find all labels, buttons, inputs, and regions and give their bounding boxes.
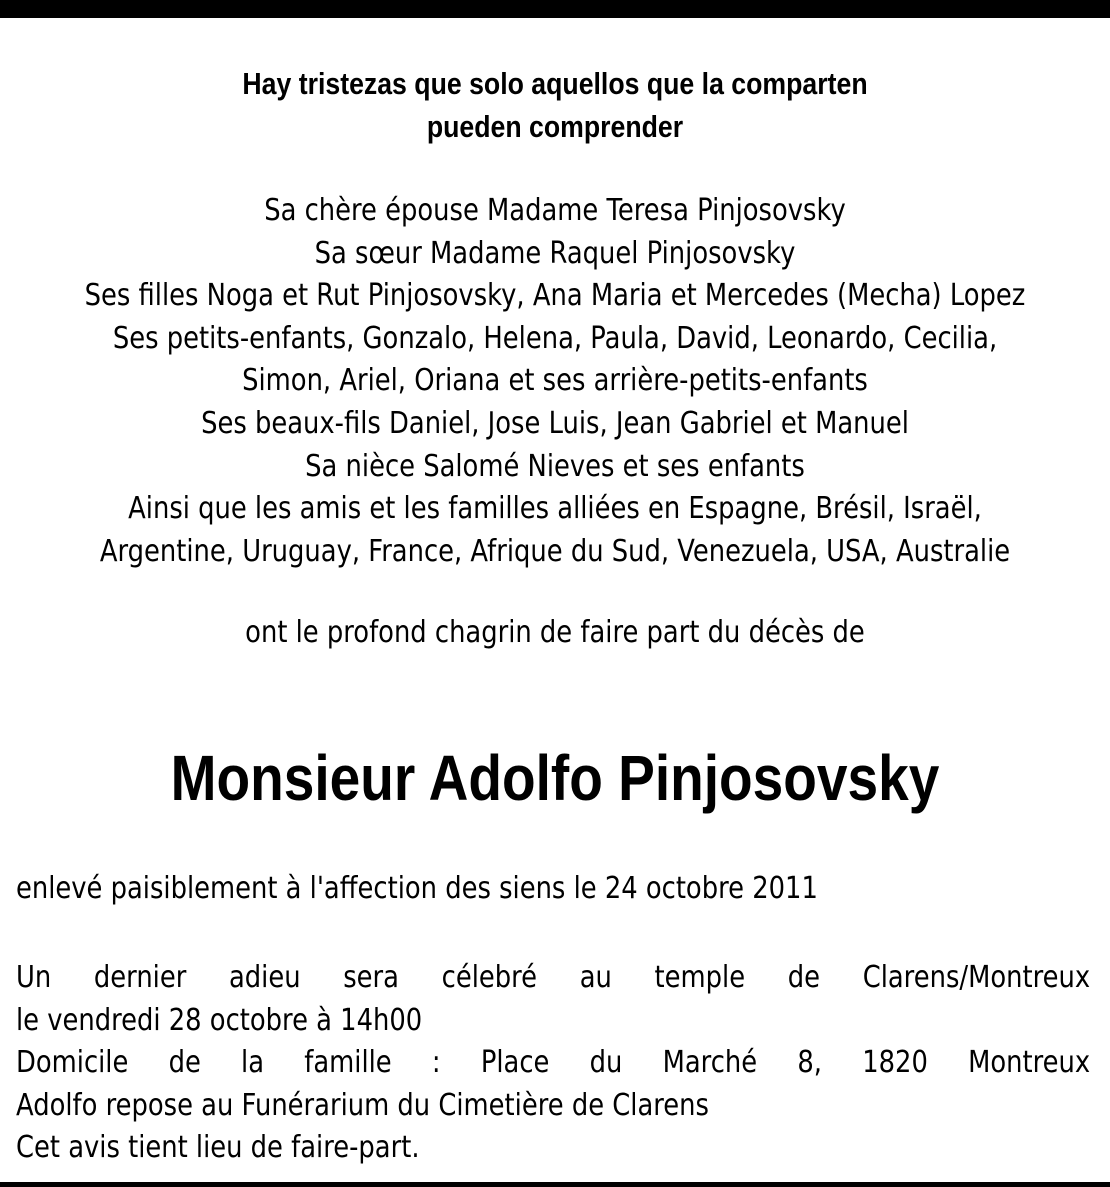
funeral-details [16, 957, 1090, 1170]
family-line-countries: Argentine, Uruguay, France, Afrique du Sud, Venezuela, USA, Australie [99, 533, 1011, 569]
repose-line: Adolfo repose au Funérarium du Cimetière de Clarens [16, 1087, 709, 1123]
family-list [78, 190, 1033, 573]
top-border-rule [0, 0, 1110, 18]
family-line-friends: Ainsi que les amis et les familles alliées en Espagne, Brésil, Israël, [128, 491, 982, 527]
family-line-sister: Sa sœur Madame Raquel Pinjosovsky [314, 235, 796, 271]
deceased-name: Monsieur Adolfo Pinjosovsky [170, 742, 940, 814]
family-line-niece: Sa nièce Salomé Nieves et ses enfants [305, 448, 805, 484]
epigraph [78, 62, 1033, 148]
epigraph-line-1: Hay tristezas que solo aquellos que la comparten [242, 66, 868, 101]
announcement-text: ont le profond chagrin de faire part du décès de [245, 615, 865, 650]
ceremony-line-2: le vendredi 28 octobre à 14h00 [16, 1002, 423, 1038]
family-line-grandchildren-cont: Simon, Ariel, Oriana et ses arrière-petits-enfants [242, 363, 868, 399]
ceremony-line-1: Un dernier adieu sera célebré au temple de Clarens/Montreux [16, 960, 1091, 995]
family-line-sons-in-law: Ses beaux-fils Daniel, Jose Luis, Jean Gabriel et Manuel [201, 405, 909, 441]
family-line-spouse: Sa chère épouse Madame Teresa Pinjosovsky [264, 193, 846, 228]
bottom-border-rule [0, 1182, 1110, 1187]
passing-date-line: enlevé paisiblement à l'affection des siens le 24 octobre 2011 [16, 871, 818, 906]
family-line-grandchildren: Ses petits-enfants, Gonzalo, Helena, Paula, David, Leonardo, Cecilia, [112, 320, 998, 356]
notice-line: Cet avis tient lieu de faire-part. [16, 1130, 420, 1165]
address-line: Domicile de la famille : Place du Marché 8, 1820 Montreux [16, 1045, 1091, 1080]
family-line-daughters: Ses filles Noga et Rut Pinjosovsky, Ana Maria et Mercedes (Mecha) Lopez [84, 278, 1026, 314]
epigraph-line-2: pueden comprender [426, 109, 684, 144]
